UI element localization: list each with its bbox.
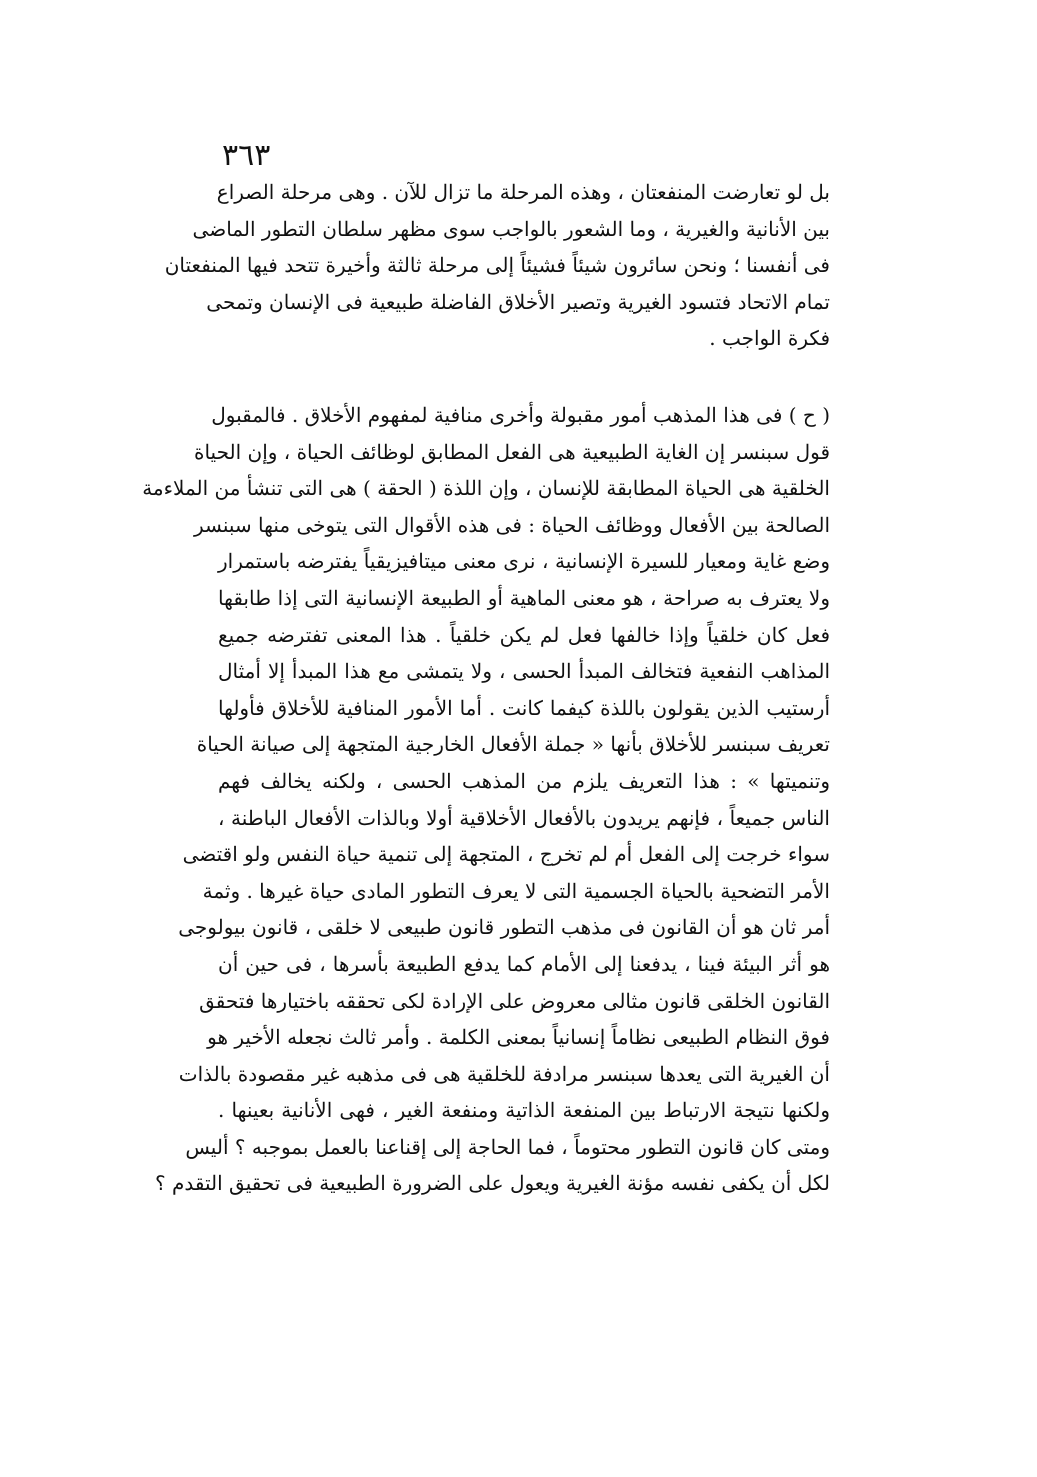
text-line: الخلقية هى الحياة المطابقة للإنسان ، وإن اللذة ( الحقة ) هى التى تنشأ من الملاءمة <box>142 476 830 501</box>
text-line: القانون الخلقى قانون مثالى معروض على الإرادة لكى تحققه باختيارها فتحقق <box>199 988 830 1013</box>
text-line: فى أنفسنا ؛ ونحن سائرون شيئاً فشيئاً إلى مرحلة ثالثة وأخيرة تتحد فيها المنفعتان <box>164 253 830 278</box>
text-line: بل لو تعارضت المنفعتان ، وهذه المرحلة ما تزال للآن . وهى مرحلة الصراع <box>216 180 830 204</box>
text-line: وضع غاية ومعيار للسيرة الإنسانية ، نرى معنى ميتافيزيقياً يفترضه باستمرار <box>218 549 830 574</box>
text-line: أمر ثان هو أن القانون فى مذهب التطور قانون طبيعى لا خلقى ، قانون بيولوجى <box>178 915 830 940</box>
text-line: فعل كان خلقياً وإذا خالفها فعل لم يكن خلقياً . هذا المعنى تفترضه جميع <box>218 622 830 647</box>
text-line: هو أثر البيئة فينا ، يدفعنا إلى الأمام كما يدفع الطبيعة بأسرها ، فى حين أن <box>218 951 830 976</box>
text-line: فوق النظام الطبيعى نظاماً إنسانياً بمعنى الكلمة . وأمر ثالث نجعله الأخير هو <box>207 1025 830 1050</box>
text-line: ولكنها نتيجة الارتباط بين المنفعة الذاتية ومنفعة الغير ، فهى الأنانية بعينها . <box>218 1098 830 1123</box>
text-line: أن الغيرية التى يعدها سبنسر مرادفة للخلقية هى فى مذهبه غير مقصودة بالذات <box>178 1061 830 1086</box>
text-line: وتنميتها » : هذا التعريف يلزم من المذهب الحسى ، ولكنه يخالف فهم <box>218 768 830 793</box>
text-line: ومتى كان قانون التطور محتوماً ، فما الحاجة إلى إقناعنا بالعمل بموجبه ؟ أليس <box>185 1134 830 1159</box>
text-line: قول سبنسر إن الغاية الطبيعية هى الفعل المطابق لوظائف الحياة ، وإن الحياة <box>193 439 830 464</box>
text-line: سواء خرجت إلى الفعل أم لم تخرج ، المتجهة إلى تنمية حياة النفس ولو اقتضى <box>182 842 830 867</box>
text-line: الناس جميعاً ، فإنهم يريدون بالأفعال الأخلاقية أولا وبالذات الأفعال الباطنة ، <box>218 805 830 830</box>
text-line: الأمر التضحية بالحياة الجسمية التى لا يعرف التطور المادى حياة غيرها . وثمة <box>202 878 830 903</box>
text-line: ( ح ) فى هذا المذهب أمور مقبولة وأخرى منافية لمفهوم الأخلاق . فالمقبول <box>211 403 830 427</box>
text-line: الصالحة بين الأفعال ووظائف الحياة : فى هذه الأقوال التى يتوخى منها سبنسر <box>193 512 830 537</box>
page-number: ٣٦٣ <box>222 138 271 173</box>
text-line: بين الأنانية والغيرية ، وما الشعور بالواجب سوى مظهر سلطان التطور الماضى <box>192 216 830 241</box>
paragraph-1 <box>164 174 830 357</box>
text-line: أرستيب الذين يقولون باللذة كيفما كانت . أما الأمور المنافية للأخلاق فأولها <box>218 695 830 720</box>
text-line: تمام الاتحاد فتسود الغيرية وتصير الأخلاق الفاضلة طبيعية فى الإنسان وتمحى <box>206 289 830 314</box>
text-line: تعريف سبنسر للأخلاق بأنها « جملة الأفعال الخارجية المتجهة إلى صيانة الحياة <box>196 732 830 757</box>
text-line: المذاهب النفعية فتخالف المبدأ الحسى ، ولا يتمشى مع هذا المبدأ إلا أمثال <box>218 659 830 684</box>
text-line: فكرة الواجب . <box>709 326 830 351</box>
text-line: ولا يعترف به صراحة ، هو معنى الماهية أو الطبيعة الإنسانية التى إذا طابقها <box>218 585 830 610</box>
text-line: لكل أن يكفى نفسه مؤنة الغيرية ويعول على الضرورة الطبيعية فى تحقيق التقدم ؟ <box>155 1171 830 1196</box>
paragraph-2 <box>142 397 830 1202</box>
